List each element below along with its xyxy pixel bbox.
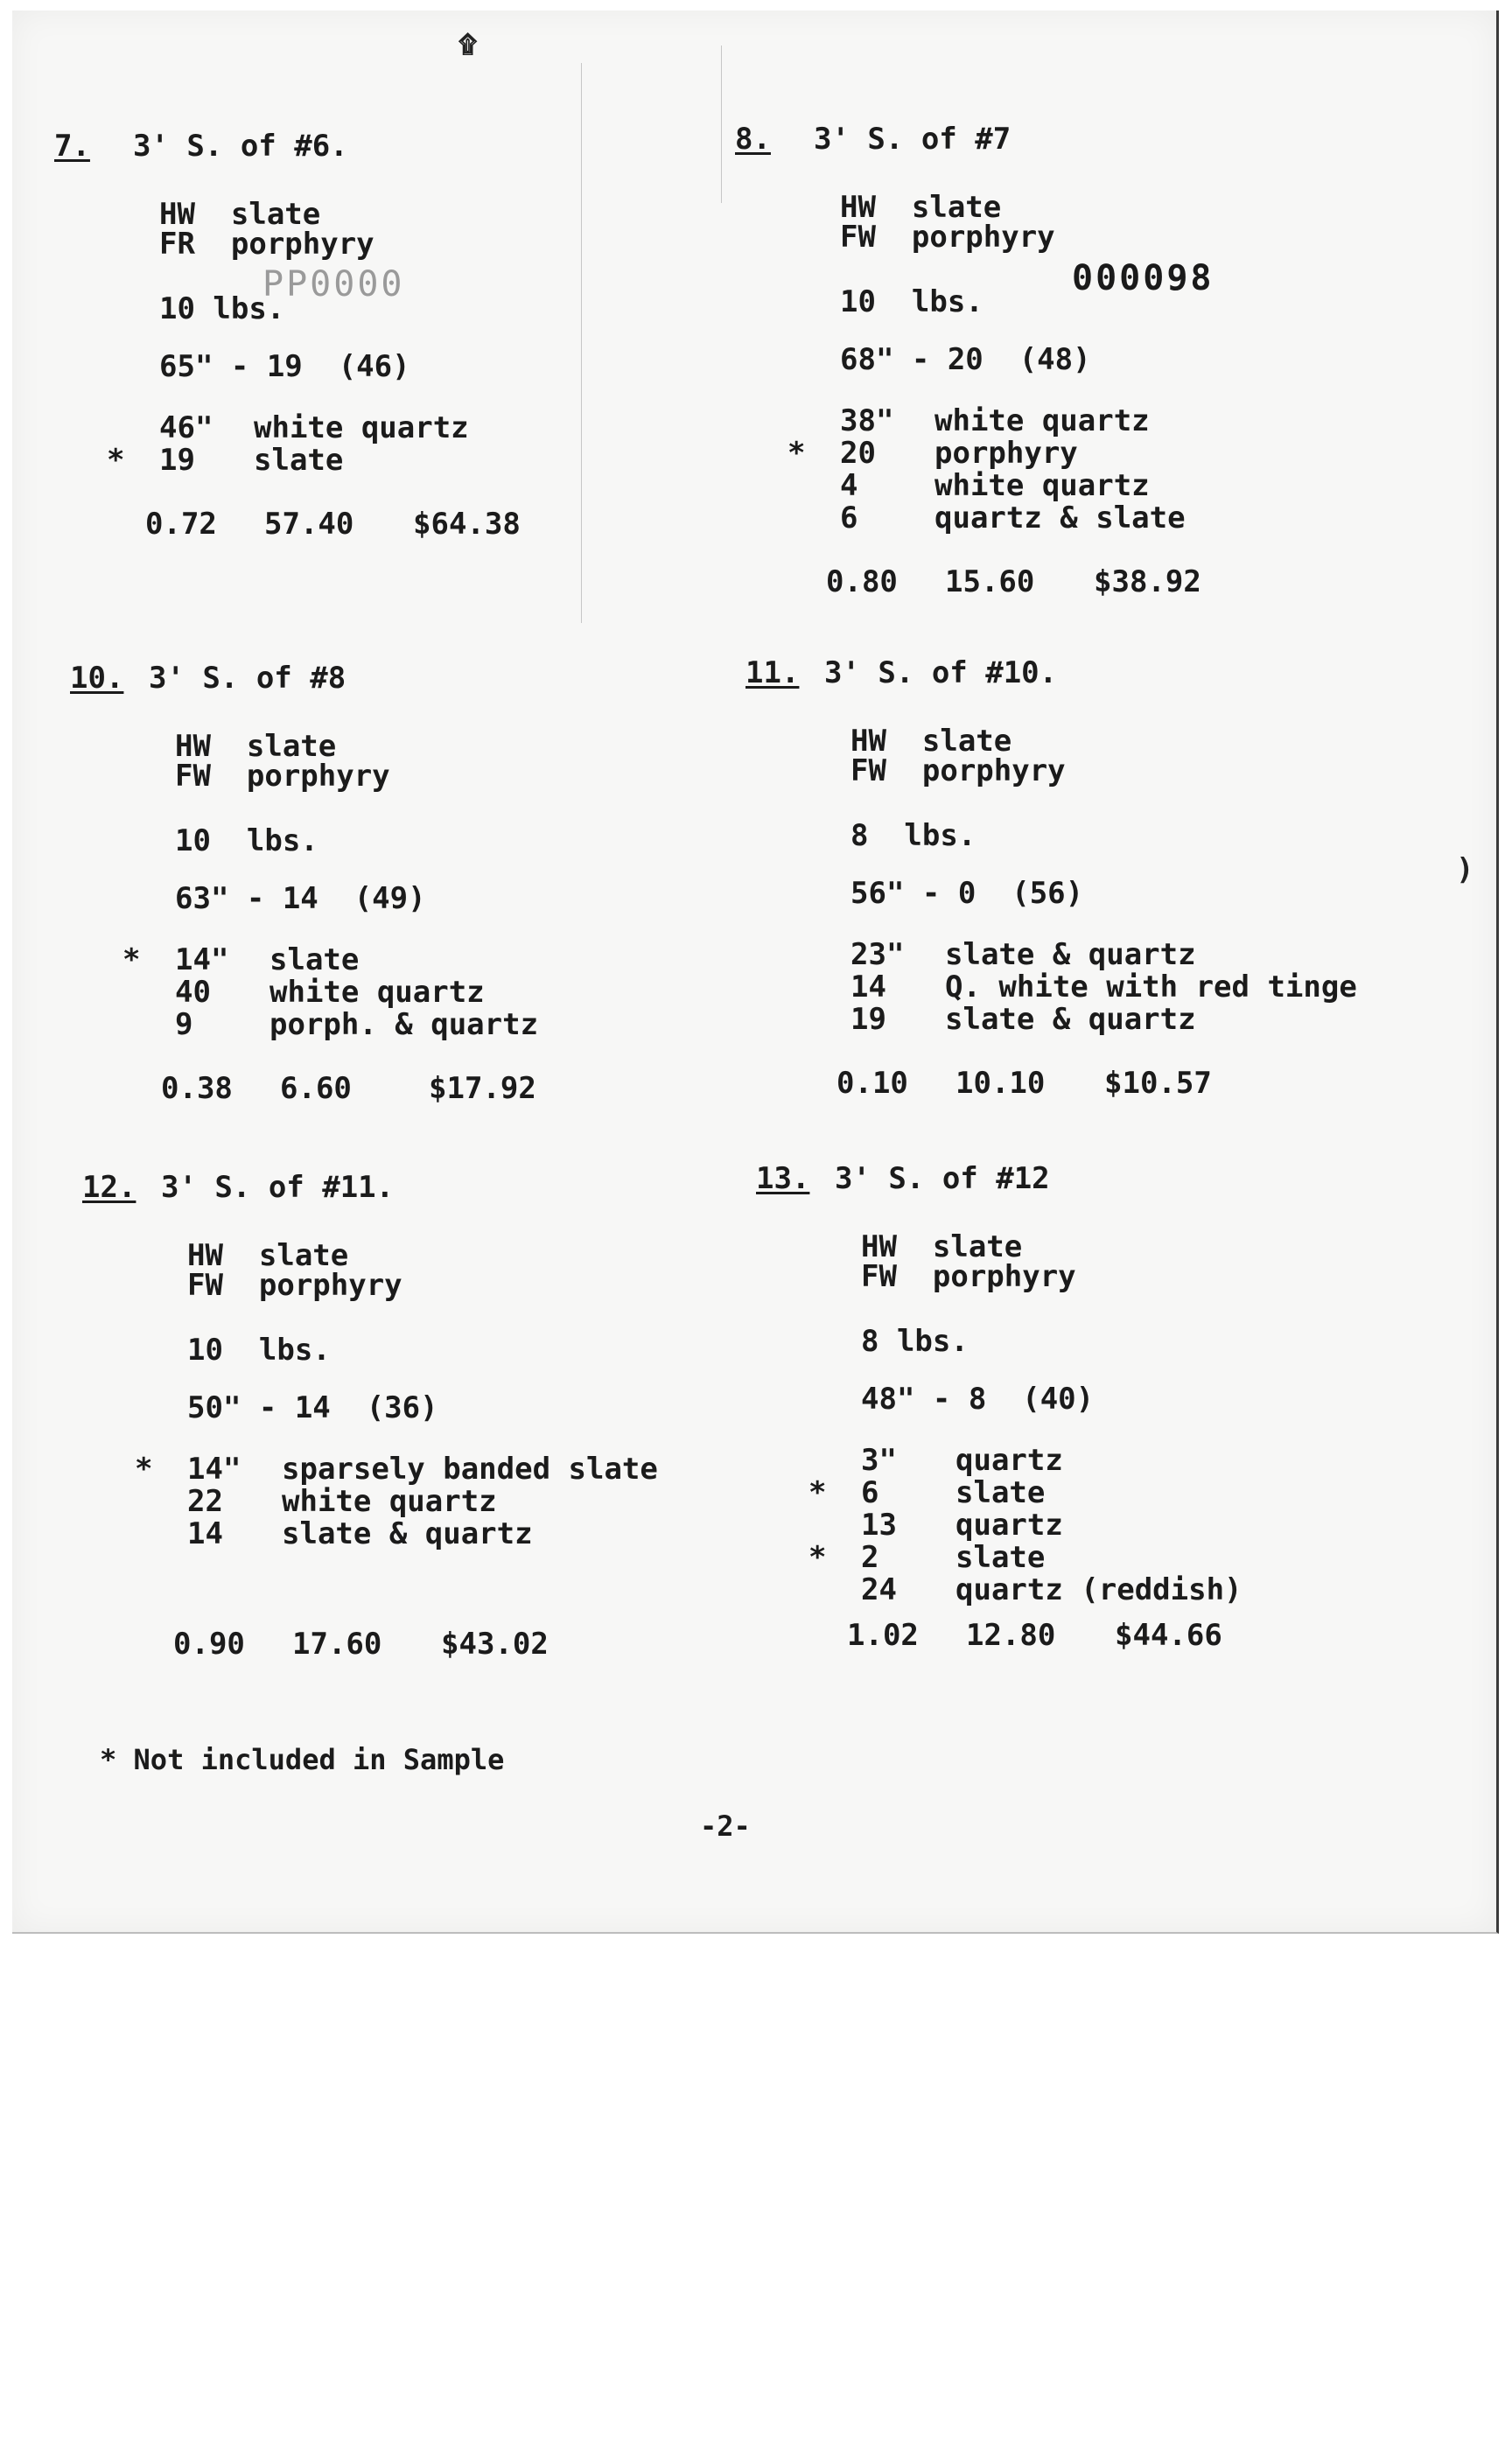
entry-location: 3' S. of #12 — [835, 1161, 1050, 1196]
measurement: 50" - 14 (36) — [187, 1390, 438, 1425]
measurement: 48" - 8 (40) — [861, 1382, 1095, 1417]
sample-entry-8 — [735, 124, 1400, 649]
component-length: 19 — [159, 443, 195, 478]
entry-location: 3' S. of #10. — [824, 655, 1058, 690]
component-length: 13 — [861, 1508, 897, 1543]
component-length: 14" — [187, 1452, 242, 1487]
component-length: 24 — [861, 1572, 897, 1607]
dollar-value: $43.02 — [441, 1627, 549, 1662]
computed-value: 10.10 — [956, 1066, 1046, 1101]
entry-number: 12. — [82, 1170, 136, 1205]
component-length: 38" — [840, 403, 894, 438]
component-length: 40 — [175, 975, 211, 1010]
foot-wall: FR porphyry — [159, 227, 374, 262]
component-length: 6 — [840, 500, 858, 536]
sample-entry-7 — [54, 131, 719, 656]
measurement: 63" - 14 (49) — [175, 881, 426, 916]
component-length: 14 — [850, 970, 886, 1004]
component-description: white quartz — [934, 468, 1150, 503]
component-length: 2 — [861, 1540, 879, 1575]
entry-location: 3' S. of #8 — [149, 661, 346, 696]
hanging-wall: HW slate — [850, 724, 1012, 759]
hanging-wall: HW slate — [187, 1238, 349, 1273]
entry-number: 8. — [735, 122, 771, 157]
entry-number: 7. — [54, 129, 90, 164]
hanging-wall: HW slate — [175, 729, 337, 764]
sample-entry-13 — [756, 1161, 1421, 1689]
computed-value: 17.60 — [292, 1627, 382, 1662]
component-description: quartz — [956, 1443, 1063, 1478]
component-length: 9 — [175, 1007, 193, 1042]
exclusion-star: * — [808, 1540, 827, 1575]
component-length: 3" — [861, 1443, 897, 1478]
measurement: 68" - 20 (48) — [840, 342, 1091, 377]
computed-value: 12.80 — [966, 1618, 1056, 1653]
assay-value: 1.02 — [847, 1618, 919, 1653]
hanging-wall: HW slate — [840, 190, 1002, 225]
sample-entry-12 — [82, 1172, 747, 1698]
top-scan-mark: ۩ — [458, 30, 478, 59]
component-description: white quartz — [270, 975, 485, 1010]
sample-entry-10 — [70, 663, 735, 1188]
entry-number: 13. — [756, 1161, 810, 1196]
hanging-wall: HW slate — [861, 1229, 1023, 1264]
sample-weight: 8 lbs. — [850, 818, 976, 853]
component-description: slate — [956, 1540, 1046, 1575]
component-description: porphyry — [934, 436, 1078, 471]
serial-stamp: 000098 — [1072, 258, 1214, 298]
sample-weight: 10 lbs. — [187, 1333, 331, 1368]
hanging-wall: HW slate — [159, 197, 321, 232]
component-length: 19 — [850, 1002, 886, 1037]
exclusion-star: * — [788, 436, 806, 471]
entry-location: 3' S. of #7 — [814, 122, 1012, 157]
dollar-value: $64.38 — [413, 507, 521, 542]
component-description: porph. & quartz — [270, 1007, 539, 1042]
entry-location: 3' S. of #11. — [161, 1170, 395, 1205]
dollar-value: $17.92 — [429, 1071, 536, 1106]
assay-value: 0.72 — [145, 507, 217, 542]
entry-number: 10. — [70, 661, 124, 696]
measurement: 65" - 19 (46) — [159, 349, 410, 384]
component-length: 14 — [187, 1516, 223, 1551]
foot-wall: FW porphyry — [840, 220, 1055, 255]
serial-stamp: PP0000 — [262, 264, 405, 304]
component-description: slate — [956, 1475, 1046, 1510]
component-description: slate — [254, 443, 344, 478]
component-length: 46" — [159, 410, 214, 445]
sample-weight: 8 lbs. — [861, 1324, 969, 1359]
component-description: white quartz — [254, 410, 469, 445]
exclusion-star: * — [808, 1475, 827, 1510]
component-length: 23" — [850, 937, 905, 972]
assay-value: 0.90 — [173, 1627, 245, 1662]
edge-scan-mark: ) — [1456, 852, 1474, 887]
footnote: * Not included in Sample — [100, 1743, 505, 1776]
entry-number: 11. — [746, 655, 800, 690]
sample-entry-11 — [746, 655, 1410, 1183]
foot-wall: FW porphyry — [175, 759, 390, 794]
measurement: 56" - 0 (56) — [850, 876, 1084, 911]
component-description: white quartz — [282, 1484, 497, 1519]
component-description: slate & quartz — [945, 1002, 1196, 1037]
fold-line — [721, 46, 722, 203]
component-length: 6 — [861, 1475, 879, 1510]
page-number: -2- — [700, 1810, 751, 1843]
exclusion-star: * — [135, 1452, 153, 1487]
component-description: sparsely banded slate — [282, 1452, 658, 1487]
foot-wall: FW porphyry — [861, 1259, 1076, 1294]
component-description: Q. white with red tinge — [945, 970, 1357, 1004]
sample-weight: 10 lbs. — [159, 291, 285, 326]
entry-location: 3' S. of #6. — [133, 129, 348, 164]
assay-value: 0.80 — [826, 564, 898, 599]
component-description: quartz (reddish) — [956, 1572, 1242, 1607]
component-length: 20 — [840, 436, 876, 471]
dollar-value: $38.92 — [1094, 564, 1201, 599]
foot-wall: FW porphyry — [187, 1268, 402, 1303]
component-description: slate & quartz — [282, 1516, 533, 1551]
exclusion-star: * — [107, 443, 125, 478]
component-description: slate & quartz — [945, 937, 1196, 972]
computed-value: 6.60 — [280, 1071, 352, 1106]
computed-value: 15.60 — [945, 564, 1035, 599]
sample-weight: 10 lbs. — [840, 284, 984, 319]
sample-weight: 10 lbs. — [175, 823, 318, 858]
component-description: quartz — [956, 1508, 1063, 1543]
dollar-value: $44.66 — [1115, 1618, 1222, 1653]
exclusion-star: * — [122, 942, 141, 977]
document-page — [12, 10, 1499, 1934]
component-description: quartz & slate — [934, 500, 1186, 536]
assay-value: 0.10 — [836, 1066, 908, 1101]
component-description: slate — [270, 942, 360, 977]
computed-value: 57.40 — [264, 507, 354, 542]
foot-wall: FW porphyry — [850, 753, 1066, 788]
component-length: 14" — [175, 942, 229, 977]
component-description: white quartz — [934, 403, 1150, 438]
assay-value: 0.38 — [161, 1071, 233, 1106]
component-length: 4 — [840, 468, 858, 503]
dollar-value: $10.57 — [1104, 1066, 1212, 1101]
component-length: 22 — [187, 1484, 223, 1519]
